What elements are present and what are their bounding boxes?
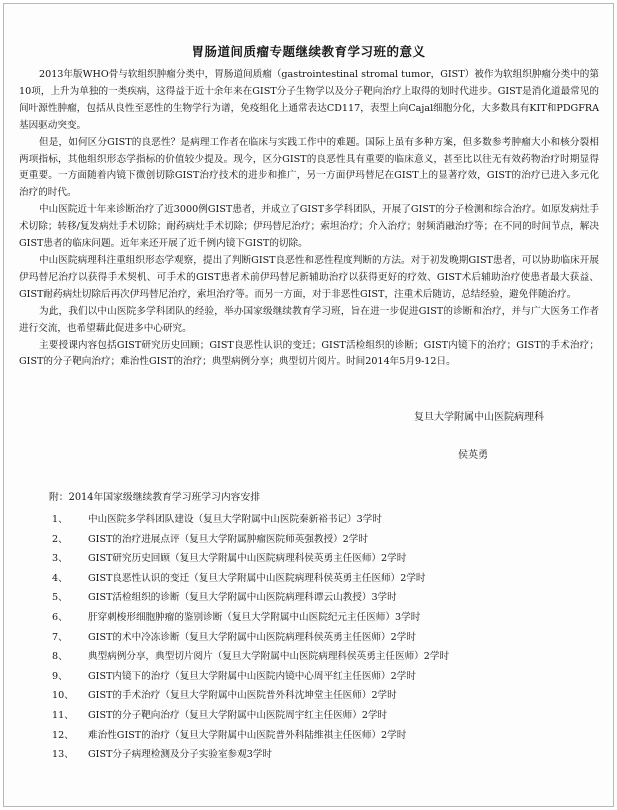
item-number: 6、 [52,611,68,623]
paragraph-who-classification: 2013年版WHO骨与软组织肿瘤分类中，胃肠道间质瘤（gastrointestinal stromal tumor，GIST）被作为软组织肿瘤分类中的第10项，上升为单独的一类疾病，这得益于近十余年来在GIST分子生物学以及分子靶向治疗上取得的划时代进步。GIST是消化道最常见的间叶源性肿瘤，包括从良性至恶性的生物学行为谱，免疫组化上通常表达CD117，表型上向Cajal细胞分化，大多数具有KIT和PDGFRA基因驱动突变。 [19,69,599,131]
document-body [19,67,599,371]
paragraph-zhongshan-experience: 中山医院近十年来诊断治疗了近3000例GIST患者，并成立了GIST多学科团队，开展了GIST的分子检测和综合治疗。如原发病灶手术切除；转移/复发病灶手术切除；耐药病灶手术切除；伊玛替尼治疗；索坦治疗；介入治疗；射频消融治疗等；在不同的时间节点，解决GIST患者的临床问题。近年来还开展了近千例内镜下GIST的切除。 [19,204,599,250]
list-item [52,745,449,765]
item-number: 12、 [52,729,74,741]
item-number: 1、 [52,514,68,525]
item-text: GIST研究历史回顾（复旦大学附属中山医院病理科侯英勇主任医师）2学时 [88,553,407,565]
item-text: GIST的治疗进展点评（复旦大学附属肿瘤医院师英强教授）2学时 [88,533,368,545]
item-text: GIST的术中冷冻诊断（复旦大学附属中山医院病理科侯英勇主任医师）2学时 [88,631,416,643]
item-text: 典型病例分享，典型切片阅片（复旦大学附属中山医院病理科侯英勇主任医师）2学时 [88,651,450,663]
schedule-list [52,510,449,765]
item-text: 中山医院多学科团队建设（复旦大学附属中山医院秦新裕书记）3学时 [88,514,382,525]
list-item [52,667,449,687]
item-text: GIST良恶性认识的变迁（复旦大学附属中山医院病理科侯英勇主任医师）2学时 [88,572,426,584]
paragraph-course-content: 主要授课内容包括GIST研究历史回顾；GIST良恶性认识的变迁；GIST活检组织的诊断；GIST内镜下的治疗；GIST的手术治疗；GIST的分子靶向治疗；难治性GIST的治疗；典型病例分享；典型切片阅片。时间2014年5月9-12日。 [19,339,599,368]
item-number: 2、 [52,533,68,545]
list-item [52,510,449,530]
item-number: 13、 [52,749,74,761]
item-number: 8、 [52,651,68,663]
appendix-title: 附：2014年国家级继续教育学习班学习内容安排 [49,492,261,503]
item-number: 3、 [52,553,68,565]
item-number: 5、 [52,592,68,604]
item-number: 10、 [52,690,74,702]
list-item [52,686,449,706]
list-item [52,569,449,589]
item-text: 肝穿刺梭形细胞肿瘤的鉴别诊断（复旦大学附属中山医院纪元主任医师）3学时 [88,611,421,623]
list-item [52,647,449,667]
item-text: GIST的分子靶向治疗（复旦大学附属中山医院周宇红主任医师）2学时 [88,709,388,721]
item-text: GIST的手术治疗（复旦大学附属中山医院普外科沈坤堂主任医师）2学时 [88,690,397,702]
item-number: 11、 [52,709,74,721]
list-item [52,608,449,628]
list-item [52,530,449,550]
paragraph-benign-malignant: 但是，如何区分GIST的良恶性？是病理工作者在临床与实践工作中的难题。国际上虽有多种方案，但多数参考肿瘤大小和核分裂相两项指标，其他组织形态学指标的价值较少提及。现今，区分GIST的良恶性具有重要的临床意义，甚至比以往无有效药物治疗时期显得更重要。一方面随着内镜下微创切除GIST治疗技术的进步和推广，另一方面伊玛替尼在GIST上的显著疗效，GIST的治疗已进入多元化治疗的时代。 [19,136,599,199]
list-item [52,588,449,608]
document-title: 胃肠道间质瘤专题继续教育学习班的意义 [191,44,426,59]
list-item [52,726,449,746]
item-text: 难治性GIST的治疗（复旦大学附属中山医院普外科陆维祺主任医师）2学时 [88,729,407,741]
item-text: GIST内镜下的治疗（复旦大学附属中山医院内镜中心周平红主任医师）2学时 [88,670,416,682]
item-text: GIST活检组织的诊断（复旦大学附属中山医院病理科谭云山教授）3学时 [88,592,397,604]
signature-author: 侯英勇 [458,450,488,461]
item-text: GIST分子病理检测及分子实验室参观3学时 [88,749,273,761]
item-number: 7、 [52,631,68,643]
paragraph-course-purpose: 为此，我们以中山医院多学科团队的经验，举办国家级继续教育学习班，旨在进一步促进GIST的诊断和治疗，并与广大医务工作者进行交流，也希望藉此促进多中心研究。 [19,305,599,334]
item-number: 9、 [52,670,68,682]
list-item [52,628,449,648]
signature-institution: 复旦大学附属中山医院病理科 [414,412,544,423]
list-item [52,706,449,726]
paragraph-pathology-department: 中山医院病理科注重组织形态学观察，提出了判断GIST良恶性和恶性程度判断的方法。对于初发晚期GIST患者，可以协助临床开展伊玛替尼治疗以获得手术契机、可手术的GIST患者术前伊玛替尼新辅助治疗以获得更好的疗效、GIST术后辅助治疗使患者最大获益、GIST耐药病灶切除后再次伊玛替尼治疗，索坦治疗等。而另一方面，对于非恶性GIST，注重术后随访，总结经验，避免伴随治疗。 [19,254,599,300]
list-item [52,549,449,569]
item-number: 4、 [52,572,68,584]
